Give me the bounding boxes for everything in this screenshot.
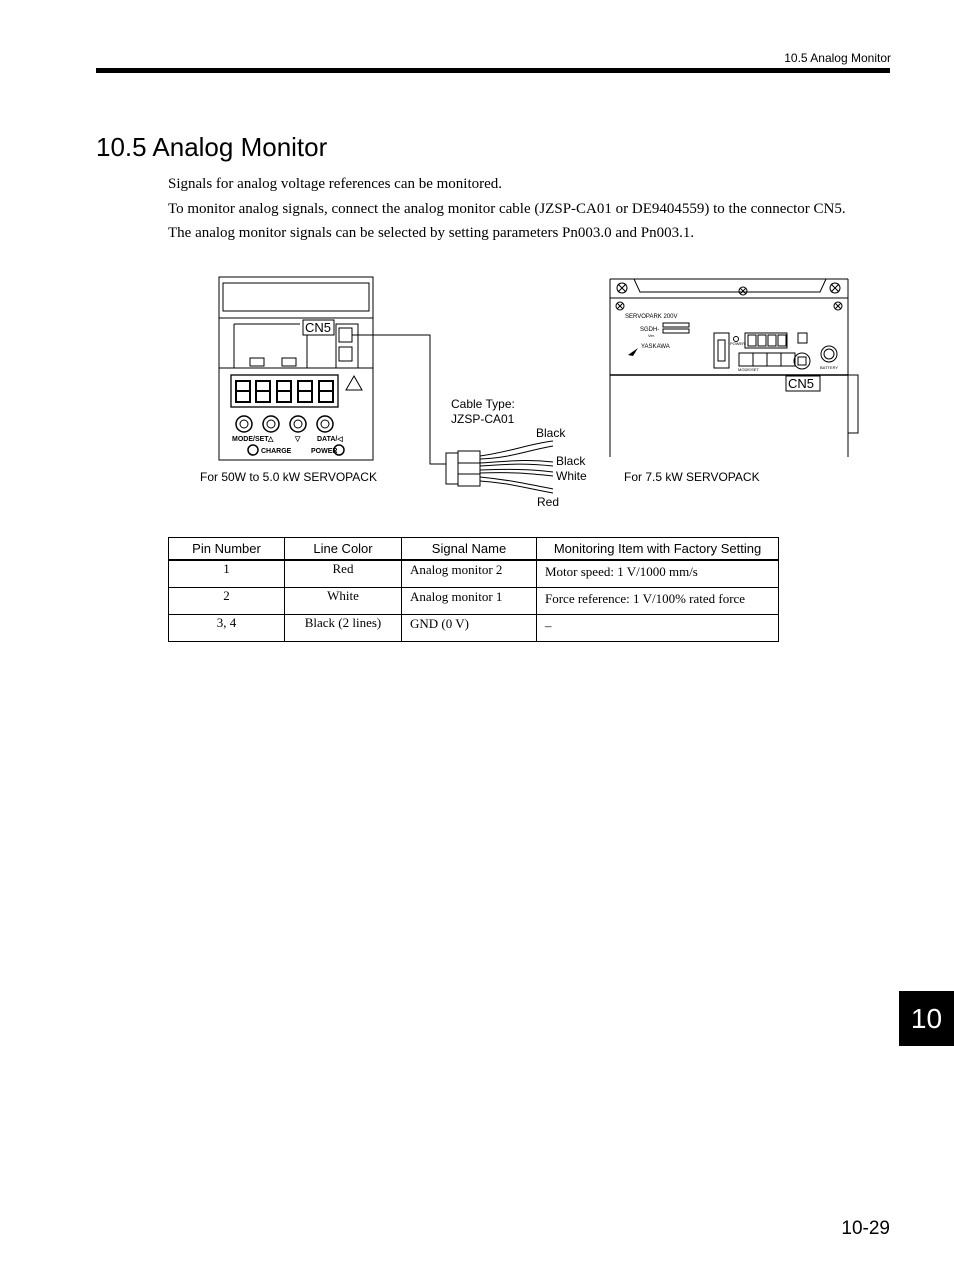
left-servopack <box>219 277 373 460</box>
intro-paragraph: To monitor analog signals, connect the analog monitor cable (JZSP-CA01 or DE9404559) to the connector CN5. <box>168 200 846 217</box>
table-row <box>169 560 779 588</box>
pin-number-cell: 2 <box>169 588 285 615</box>
column-header: Pin Number <box>169 538 285 561</box>
column-header: Signal Name <box>402 538 537 561</box>
cable-model-label: JZSP-CA01 <box>451 412 515 426</box>
line-color-cell: Red <box>285 560 402 588</box>
power-led-label: POWER <box>730 341 746 346</box>
line-color-cell: White <box>285 588 402 615</box>
yaskawa-logo-icon <box>628 348 638 356</box>
monitoring-item-cell: Force reference: 1 V/100% rated force <box>537 588 779 615</box>
running-header: 10.5 Analog Monitor <box>784 51 891 65</box>
signal-name-cell: GND (0 V) <box>402 615 537 642</box>
battery-label: BATTERY <box>820 365 839 370</box>
wire-label-black-top: Black <box>536 426 566 440</box>
pin-number-cell: 1 <box>169 560 285 588</box>
table-row <box>169 588 779 615</box>
table-header-row <box>169 538 779 561</box>
chapter-tab: 10 <box>899 991 954 1046</box>
yaskawa-label: YASKAWA <box>641 344 670 350</box>
connection-figure <box>0 0 954 530</box>
cn5-tag-right <box>786 376 820 391</box>
intro-paragraph: The analog monitor signals can be selected by setting parameters Pn003.0 and Pn003.1. <box>168 225 695 241</box>
line-color-cell: Black (2 lines) <box>285 615 402 642</box>
pin-number-cell: 3, 4 <box>169 615 285 642</box>
mode-set-button-label: MODE/SET <box>232 436 269 443</box>
power-lamp-label: POWER <box>311 448 338 455</box>
up-button-label: △ <box>268 436 274 443</box>
servopack-version-label: Ver. <box>648 333 655 338</box>
table-row <box>169 615 779 642</box>
wire-label-red: Red <box>537 495 560 509</box>
wire-label-white: White <box>556 469 587 483</box>
mode-set-key-label: MODE/SET <box>738 367 759 372</box>
wire-label-black: Black <box>556 454 586 468</box>
data-button-label: DATA/◁ <box>317 436 343 443</box>
intro-paragraph: Signals for analog voltage references can be monitored. <box>168 176 503 192</box>
column-header: Line Color <box>285 538 402 561</box>
right-caption: For 7.5 kW SERVOPACK <box>624 470 760 484</box>
monitoring-item-cell: Motor speed: 1 V/1000 mm/s <box>537 560 779 588</box>
section-title: 10.5 Analog Monitor <box>96 132 328 162</box>
column-header: Monitoring Item with Factory Setting <box>537 538 779 561</box>
pin-table <box>168 537 779 642</box>
signal-name-cell: Analog monitor 1 <box>402 588 537 615</box>
page-number: 10-29 <box>841 1218 890 1239</box>
cn5-label-right: CN5 <box>788 376 815 391</box>
servopack-model-label: SGDH- <box>640 327 660 333</box>
cn5-label-left: CN5 <box>305 320 332 335</box>
signal-name-cell: Analog monitor 2 <box>402 560 537 588</box>
down-button-label: ▽ <box>295 436 301 443</box>
cn5-tag-left <box>303 320 334 335</box>
charge-lamp-label: CHARGE <box>261 448 292 455</box>
monitoring-item-cell: – <box>537 615 779 642</box>
left-caption: For 50W to 5.0 kW SERVOPACK <box>200 470 377 484</box>
servopack-brand-label: SERVOPARK 200V <box>625 314 678 320</box>
cable-type-label: Cable Type: <box>451 397 515 411</box>
